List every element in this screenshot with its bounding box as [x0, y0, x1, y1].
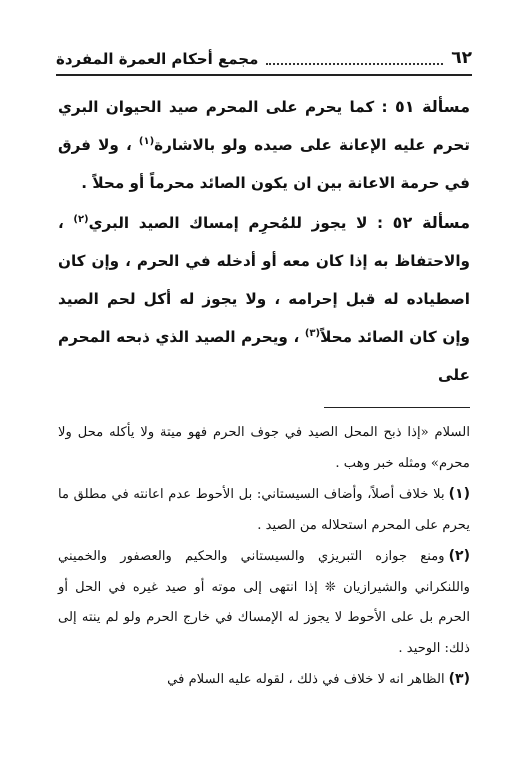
footnote-2-number: (٢)	[448, 548, 470, 564]
footnote-ref-3: (٣)	[304, 327, 321, 339]
footnote-ref-1: (١)	[138, 135, 155, 147]
page-header	[56, 44, 472, 76]
footnote-ref-2: (٢)	[73, 213, 89, 225]
footnote-separator	[324, 407, 470, 408]
footnote-continuation: السلام «إذا ذبح المحل الصيد في جوف الحرم فهو ميتة ولا يأكله محل ولا محرم» ومثله خبر وهب .	[58, 425, 470, 471]
question-52-label: مسألة ٥٢	[392, 213, 470, 232]
main-text	[58, 88, 470, 396]
question-52-text-b: ، والاحتفاظ به إذا كان معه أو أدخله في الحرم ، وإن كان اصطياده له قبل إحرامه ، ولا يجوز له أكل لحم الصيد وإن كان الصائد محلاً	[58, 214, 470, 346]
footnotes	[58, 418, 470, 696]
question-51-label: مسألة ٥١	[394, 97, 470, 116]
question-51-text-b: ، ولا فرق في حرمة الاعانة بين ان يكون الصائد محرماً أو محلاً .	[58, 136, 470, 192]
footnote-3-number: (٣)	[448, 671, 470, 687]
footnote-2	[58, 541, 470, 664]
running-title: مجمع أحكام العمرة المفردة	[56, 50, 259, 68]
footnote-2-text: ومنع جوازه التبريزي والسيستاني والحكيم والعصفور والخميني واللنكراني والشيرازيان ❊ إذا انتهى إلى موته أو صيد غيره في الحل أو الحرم بل على الأحوط لا يجوز له الإمساك في خارج الحرم ولو لم ينته إلى ذلك: الوحيد .	[58, 549, 470, 656]
question-52-text-a: : لا يجوز للمُحرِم إمساك الصيد البري	[88, 214, 393, 232]
footnote-1-text: بلا خلاف أصلاً، وأضاف السيستاني: بل الأحوط عدم اعانته في مطلق ما يحرم على المحرم استحلاله من الصيد .	[58, 487, 470, 533]
footnote-3	[58, 664, 470, 696]
footnote-1	[58, 479, 470, 541]
footnote-3-text: الظاهر انه لا خلاف في ذلك ، لقوله عليه السلام في	[167, 672, 445, 687]
footnote-1-number: (١)	[448, 486, 470, 502]
question-51	[58, 88, 470, 202]
question-52	[58, 204, 470, 394]
question-51-text-a: : كما يحرم على المحرم صيد الحيوان البري تحرم عليه الإعانة على صيده ولو بالاشارة	[58, 98, 470, 154]
page-number: ٦٢	[451, 48, 472, 68]
question-52-text-c: ، ويحرم الصيد الذي ذبحه المحرم على	[58, 328, 470, 384]
header-dotted-leader	[266, 63, 443, 65]
